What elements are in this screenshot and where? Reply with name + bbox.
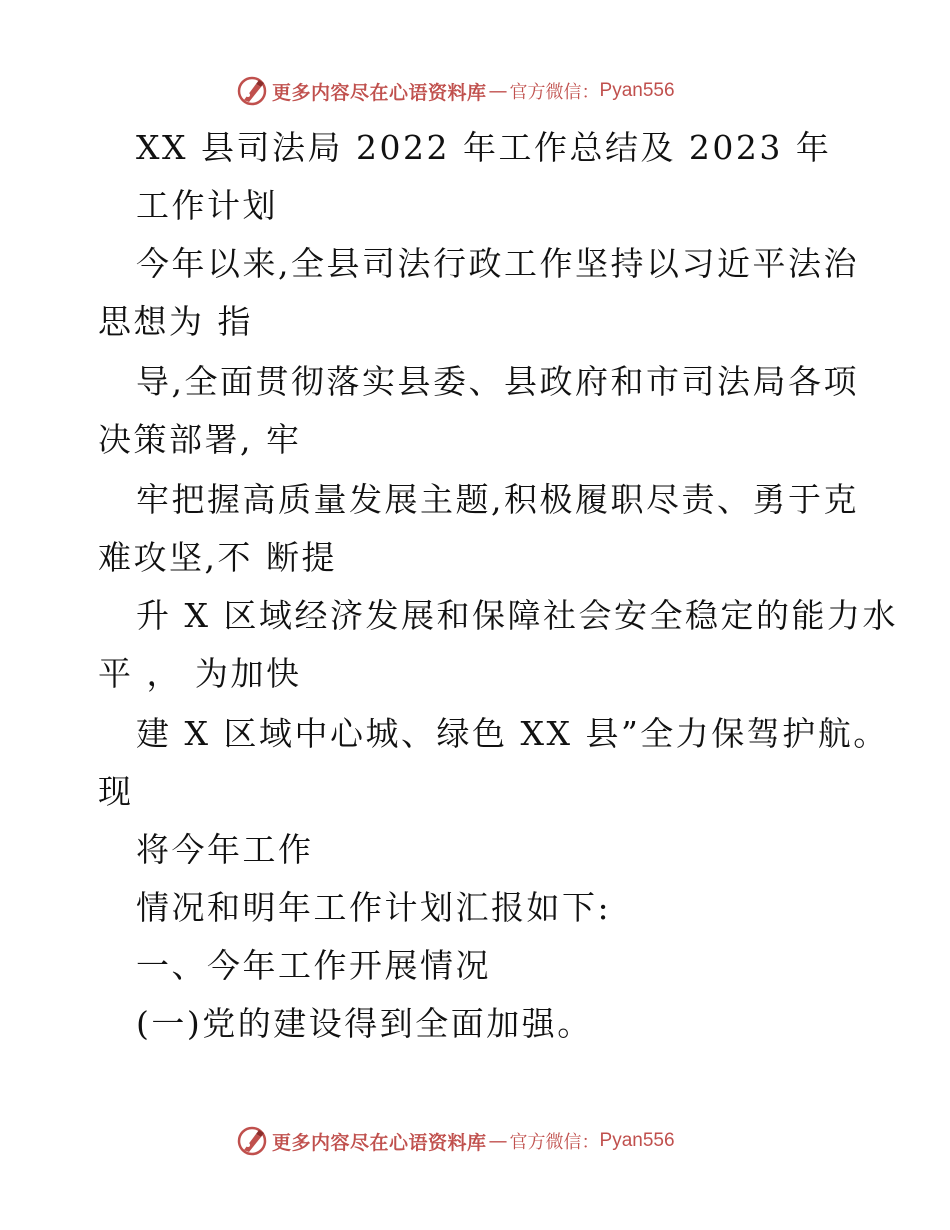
section-heading: 一、今年工作开展情况 xyxy=(136,946,491,985)
watermark-official-label: 官方微信： xyxy=(509,82,600,103)
pen-nib-logo-icon xyxy=(236,75,268,107)
paragraph-line: 将今年工作 xyxy=(136,830,314,869)
watermark-main-text: 更多内容尽在心语资料库 xyxy=(272,1131,487,1154)
paragraph-line: 牢把握高质量发展主题,积极履职尽责、勇于克 xyxy=(136,480,859,519)
watermark-official-label: 官方微信： xyxy=(509,1132,600,1153)
watermark-footer xyxy=(236,1124,675,1158)
paragraph-line: 情况和明年工作计划汇报如下: xyxy=(136,888,612,927)
paragraph-line: 导,全面贯彻落实县委、县政府和市司法局各项 xyxy=(136,362,859,401)
watermark-main-text: 更多内容尽在心语资料库 xyxy=(272,81,487,104)
watermark-header xyxy=(236,74,675,108)
watermark-wechat-id: Pyan556 xyxy=(599,1130,675,1151)
watermark-separator: — xyxy=(488,80,508,102)
document-title-line-2: 工作计划 xyxy=(136,186,278,225)
subsection-heading: (一)党的建设得到全面加强。 xyxy=(136,1004,593,1043)
paragraph-line: 决策部署, 牢 xyxy=(98,420,302,459)
paragraph-line: 难攻坚,不 断提 xyxy=(98,538,337,577)
paragraph-line: 思想为 指 xyxy=(98,302,253,341)
paragraph-line: 平 ， 为加快 xyxy=(98,654,302,693)
watermark-wechat-id: Pyan556 xyxy=(599,80,675,101)
document-title-line-1: XX 县司法局 2022 年工作总结及 2023 年 xyxy=(136,128,832,167)
paragraph-line: 现 xyxy=(98,772,134,811)
pen-nib-logo-icon xyxy=(236,1125,268,1157)
paragraph-line: 升 X 区域经济发展和保障社会安全稳定的能力水 xyxy=(136,596,898,635)
paragraph-line: 今年以来,全县司法行政工作坚持以习近平法治 xyxy=(136,244,859,283)
watermark-separator: — xyxy=(488,1130,508,1152)
paragraph-line: 建 X 区域中心城、绿色 XX 县”全力保驾护航。 xyxy=(136,714,889,753)
